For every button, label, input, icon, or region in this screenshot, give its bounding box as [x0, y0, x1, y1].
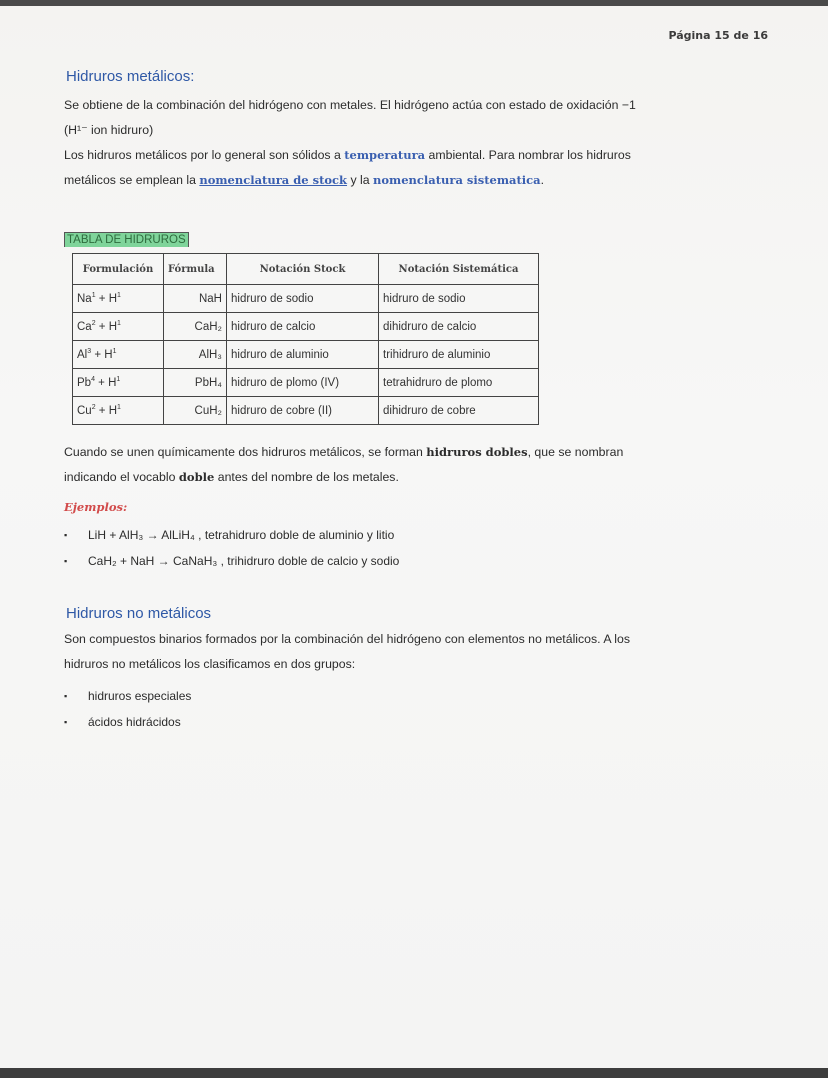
section1-line3 — [64, 143, 764, 168]
charge: 1 — [117, 320, 121, 328]
charge: 1 — [117, 292, 121, 300]
section2-paragraph — [64, 627, 764, 677]
text: Cuando se unen químicamente dos hidruros metálicos, se forman — [64, 445, 427, 459]
bold-term: hidruros dobles — [426, 445, 528, 459]
charge: 2 — [91, 320, 96, 328]
charge: 1 — [117, 404, 121, 412]
hydrogen: + H — [95, 320, 118, 333]
hydrogen: + H — [94, 376, 117, 389]
table-row — [73, 341, 539, 369]
hydrogen: + H — [95, 292, 118, 305]
hydrogen: + H — [95, 404, 118, 417]
cell-sistematica: trihidruro de aluminio — [379, 341, 539, 369]
dobles-line1 — [64, 440, 764, 465]
cell-formula: CuH₂ — [164, 397, 227, 425]
element: Cu — [77, 404, 92, 417]
text: Los hidruros metálicos por lo general son sólidos a — [64, 148, 345, 162]
cell-formula: AlH₃ — [164, 341, 227, 369]
charge: 1 — [116, 376, 121, 384]
dobles-line2 — [64, 465, 764, 490]
section2-line1: Son compuestos binarios formados por la combinación del hidrógeno con elementos no metálicos. A los — [64, 632, 630, 646]
cell-sistematica: hidruro de sodio — [379, 285, 539, 313]
link-temperatura[interactable]: temperatura — [344, 148, 426, 162]
element: Pb — [77, 376, 92, 389]
cell-sistematica: dihidruro de calcio — [379, 313, 539, 341]
text: antes del nombre de los metales. — [214, 470, 399, 484]
element: Ca — [77, 320, 92, 333]
bold-term: doble — [178, 470, 215, 484]
cell-sistematica: dihidruro de cobre — [379, 397, 539, 425]
header-sistematica: Notación Sistemática — [379, 254, 539, 285]
table-header-row — [73, 254, 539, 285]
text: indicando el vocablo — [64, 470, 179, 484]
cell-stock: hidruro de aluminio — [227, 341, 379, 369]
cell-formulacion — [73, 369, 164, 397]
element: Na — [77, 292, 92, 305]
section1-line4 — [64, 168, 764, 193]
hydrogen: + H — [91, 348, 113, 361]
section2-line2: hidruros no metálicos los clasificamos en dos grupos: — [64, 657, 356, 671]
cell-sistematica: tetrahidruro de plomo — [379, 369, 539, 397]
charge: 3 — [87, 348, 92, 356]
section1-line1: Se obtiene de la combinación del hidrógeno con metales. El hidrógeno actúa con estado de oxidación −1 — [64, 98, 636, 112]
section-title-hidruros-no-metalicos: Hidruros no metálicos — [66, 605, 212, 622]
list-item: ▪ ácidos hidrácidos — [64, 709, 191, 735]
cell-stock: hidruro de calcio — [227, 313, 379, 341]
cell-formulacion — [73, 313, 164, 341]
table-row — [73, 285, 539, 313]
cell-formula: PbH₄ — [164, 369, 227, 397]
table-title: TABLA DE HIDRUROS — [64, 232, 189, 247]
text: . — [540, 173, 545, 187]
cell-formulacion — [73, 285, 164, 313]
cell-stock: hidruro de sodio — [227, 285, 379, 313]
cell-stock: hidruro de cobre (II) — [227, 397, 379, 425]
charge: 1 — [91, 292, 96, 300]
list-item: ▪ CaH₂ + NaH → CaNaH₃ , trihidruro doble de calcio y sodio — [64, 548, 399, 574]
text: y la — [347, 173, 374, 187]
header-stock: Notación Stock — [227, 254, 379, 285]
table-row — [73, 369, 539, 397]
element: Al — [77, 348, 88, 361]
examples-label: Ejemplos: — [64, 500, 128, 514]
page-bottom-edge — [0, 1068, 828, 1078]
link-nomenclatura-sistematica[interactable]: nomenclatura sistematica — [373, 173, 541, 187]
header-formulacion: Formulación — [73, 254, 164, 285]
page-top-edge — [0, 0, 828, 6]
charge: 4 — [91, 376, 95, 384]
page-number: Página 15 de 16 — [668, 29, 768, 42]
header-formula: Fórmula — [164, 254, 227, 285]
list-item: ▪ hidruros especiales — [64, 683, 191, 709]
charge: 1 — [112, 348, 117, 356]
charge: 2 — [91, 404, 96, 412]
examples-list — [64, 522, 399, 574]
dobles-paragraph — [64, 440, 764, 490]
groups-list — [64, 683, 191, 735]
cell-formulacion — [73, 397, 164, 425]
text: , que se nombran — [527, 445, 624, 459]
section1-line2: (H¹⁻ ion hidruro) — [64, 123, 154, 137]
cell-formula: NaH — [164, 285, 227, 313]
cell-formulacion — [73, 341, 164, 369]
table-row — [73, 313, 539, 341]
table-row — [73, 397, 539, 425]
section-title-hidruros-metalicos: Hidruros metálicos: — [66, 68, 195, 85]
list-item: ▪ LiH + AlH₃ → AlLiH₄ , tetrahidruro doble de aluminio y litio — [64, 522, 399, 548]
text: metálicos se emplean la — [64, 173, 200, 187]
text: ambiental. Para nombrar los hidruros — [425, 148, 631, 162]
cell-formula: CaH₂ — [164, 313, 227, 341]
link-nomenclatura-stock[interactable]: nomenclatura de stock — [199, 173, 348, 187]
hydride-table — [72, 253, 539, 425]
section1-paragraph — [64, 93, 764, 193]
cell-stock: hidruro de plomo (IV) — [227, 369, 379, 397]
